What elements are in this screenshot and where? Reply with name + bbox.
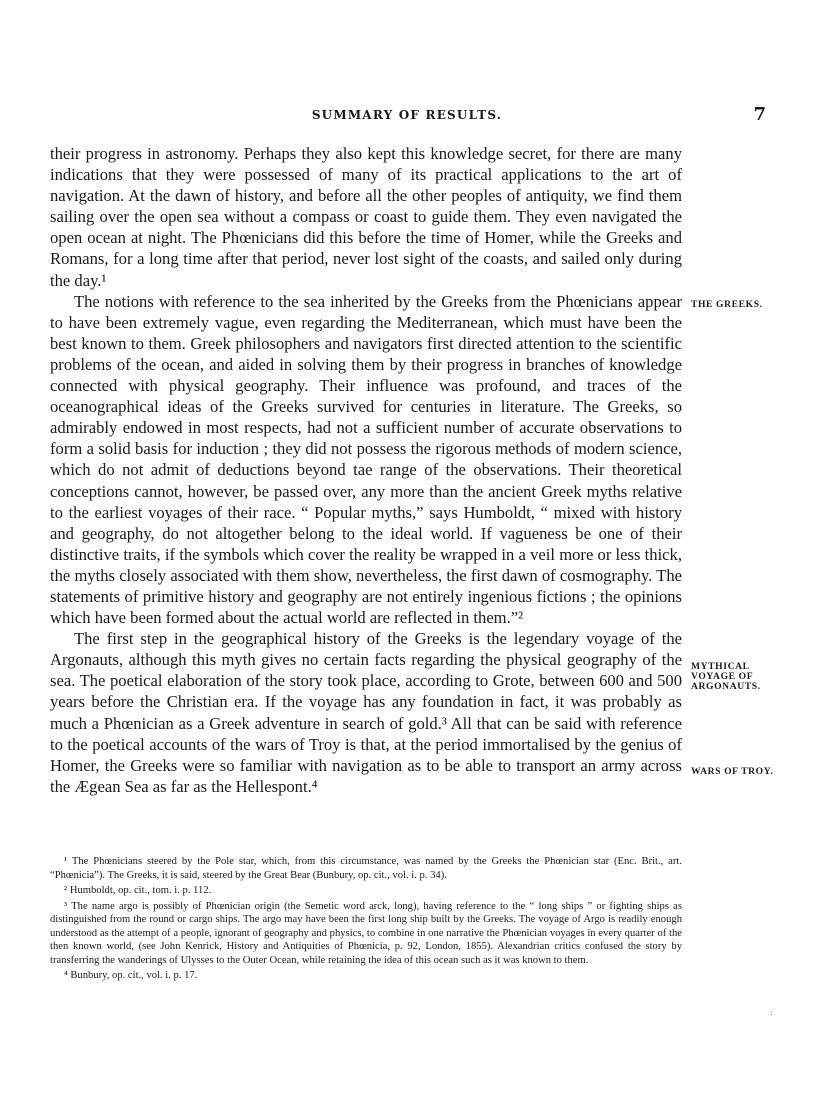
footnote-2: ² Humboldt, op. cit., tom. i. p. 112.: [64, 885, 212, 896]
sidenote-the-greeks: THE GREEKS.: [691, 299, 763, 310]
stray-mark: :: [770, 1008, 773, 1017]
sidenote-wars-of-troy: WARS OF TROY.: [691, 766, 774, 777]
running-head: SUMMARY OF RESULTS.: [311, 108, 503, 122]
sidenote-mythical-voyage: MYTHICAL VOYAGE OF ARGONAUTS.: [691, 661, 761, 692]
body-text: [50, 143, 682, 797]
paragraph-argonauts: The first step in the geographical history of the Greeks is the legendary voyage of the Argonauts, although this myth gives no certain facts regarding the physical geography of the sea. The poetical elaboration of the story took place, according to Grote, between 600 and 500 years before the Christian era. If the voyage has any foundation in fact, it was probably as much a Phœnician as a Greek adventure in search of gold.³ All that can be said with reference to the poetical accounts of the wars of Troy is that, at the period immortalised by the genius of Homer, the Greeks were so familiar with navigation as to be able to transport an army across the Ægean Sea as far as the Hellespont.⁴: [50, 629, 682, 796]
paragraph-greeks: The notions with reference to the sea inherited by the Greeks from the Phœnicians appear to have been extremely vague, even regarding the Mediterranean, which must have been the best known to them. Greek philosophers and navigators first directed attention to the scientific problems of the ocean, and aided in solving them by their progress in branches of knowledge connected with physical geography. Their influence was profound, and traces of the oceanographical ideas of the Greeks survived for centuries in literature. The Greeks, so admirably endowed in most respects, had not a sufficient number of accurate observations to form a solid basis for induction ; they did not possess the rigorous methods of modern science, which do not admit of deductions beyond tae range of the observations. Their theoretical conceptions cannot, however, be passed over, any more than the ancient Greek myths relative to the earliest voyages of their race. “ Popular myths,” says Humboldt, “ mixed with history and geography, do not altogether belong to the ideal world. If vagueness be one of their distinctive traits, if the symbols which cover the reality be wrapped in a veil more or less thick, the myths closely associated with them show, nevertheless, the first dawn of cosmography. The statements of primitive history and geography are not entirely ingenious fictions ; the opinions which have been formed about the actual world are reflected in them.”²: [50, 291, 682, 628]
footnote-3: ³ The name argo is possibly of Phœnician origin (the Semetic word arck, long), having reference to the “ long ships ” or fighting ships as distinguished from the round or cargo ships. The argo may have been the first long ship built by the Greeks. The voyage of Argo is readily enough understood as the attempt of a people, ignorant of geography and physics, to combine in one narrative the Phœnician voyages in every quarter of the then known world, (see John Kenrick, History and Antiquities of Phœnicia, p. 92, London, 1855). Alexandrian critics confused the story by transferring the wanderings of Ulysses to the Outer Ocean, while retaining the idea of this ocean such as it was known to them.: [50, 900, 682, 966]
page-number: 7: [753, 104, 766, 125]
page-header: [48, 104, 766, 128]
footnote-4: ⁴ Bunbury, op. cit., vol. i. p. 17.: [64, 970, 198, 981]
footnotes: [50, 855, 682, 985]
paragraph-continuation: their progress in astronomy. Perhaps they also kept this knowledge secret, for there are many indications that they were possessed of many of its practical applications to the art of navigation. At the dawn of history, and before all the other peoples of antiquity, we find them sailing over the open sea without a compass or coast to guide them. They even navigated the open ocean at night. The Phœnicians did this before the time of Homer, while the Greeks and Romans, for a long time after that period, never lost sight of the coasts, and sailed only during the day.¹: [50, 144, 682, 290]
footnote-1: ¹ The Phœnicians steered by the Pole star, which, from this circumstance, was named by the Greeks the Phœnician star (Enc. Brit., art. “Phœnicia”). The Greeks, it is said, steered by the Great Bear (Bunbury, op. cit., vol. i. p. 34).: [50, 856, 682, 881]
